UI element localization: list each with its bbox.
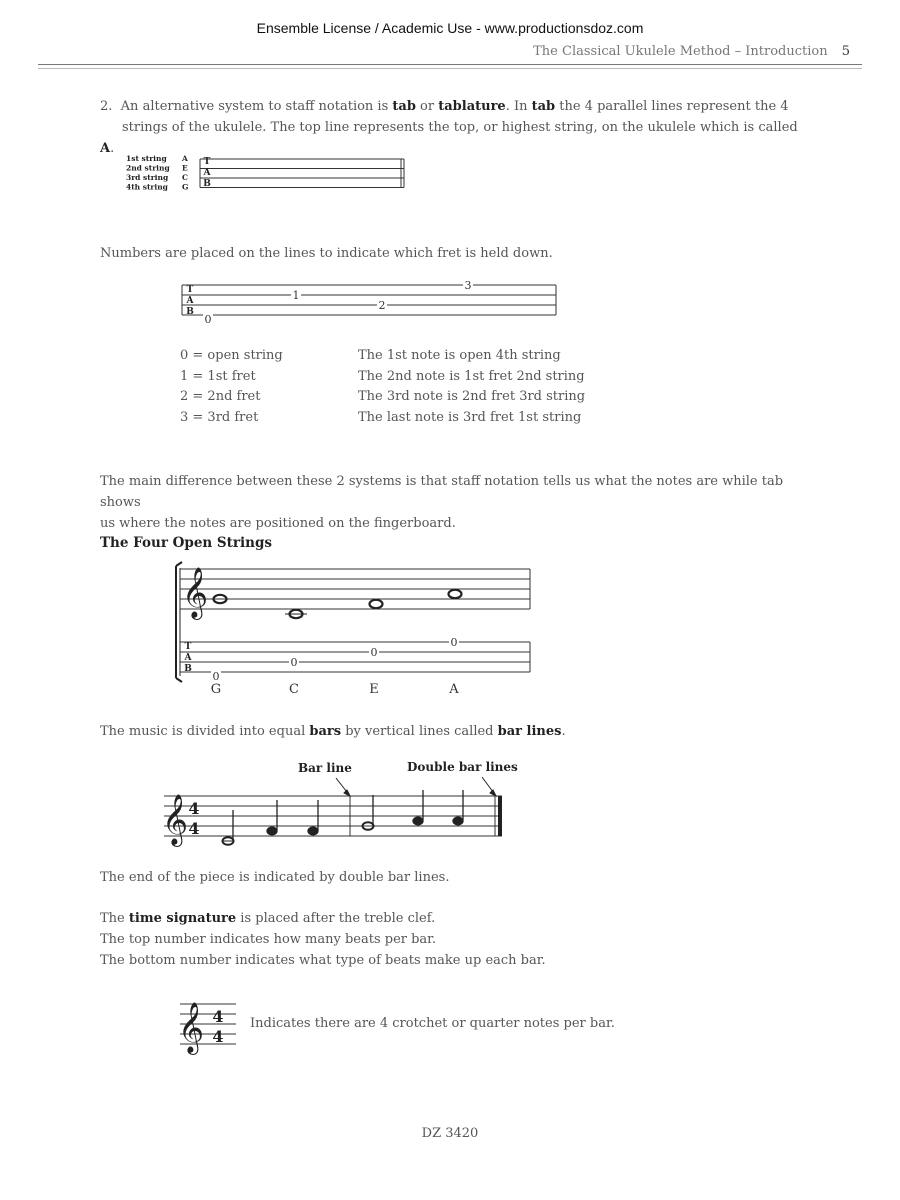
- header-rule-thin: [38, 68, 862, 69]
- string-name: E: [369, 682, 379, 697]
- string-note: A: [182, 154, 188, 163]
- legend-item: 3 = 3rd fret: [180, 409, 259, 425]
- tab-clef: [203, 157, 212, 189]
- text: The top number indicates how many beats per bar.: [100, 932, 437, 947]
- running-header: [533, 44, 850, 59]
- text: The: [100, 911, 129, 926]
- legend-item: The 1st note is open 4th string: [358, 348, 561, 363]
- time-signature-staff: [174, 996, 244, 1056]
- legend-item: 2 = 2nd fret: [180, 389, 261, 404]
- string-note: E: [182, 163, 188, 173]
- tab-fret-number: 0: [370, 646, 378, 659]
- tab-fret-number: 0: [450, 636, 458, 649]
- treble-clef-icon: 𝄞: [178, 1002, 205, 1053]
- text: by vertical lines called: [341, 724, 498, 739]
- string-label: 2nd string: [126, 163, 170, 173]
- text: The bottom number indicates what type of beats make up each bar.: [100, 953, 546, 968]
- tab-fret-number: 1: [292, 289, 300, 302]
- string-note: C: [182, 173, 188, 182]
- svg-text:B: B: [184, 664, 192, 674]
- difference-paragraph: [100, 471, 820, 534]
- section-heading: The Four Open Strings: [100, 535, 273, 551]
- text: The music is divided into equal: [100, 724, 310, 739]
- text: .: [561, 724, 566, 739]
- string-label: 3rd string: [126, 173, 169, 182]
- string-note: G: [182, 182, 189, 192]
- time-signature-caption: Indicates there are 4 crotchet or quarter notes per bar.: [250, 1016, 615, 1031]
- text: or: [415, 99, 439, 114]
- text: The main difference between these 2 systems is that staff notation tells us what the notes are while tab shows: [100, 474, 784, 510]
- header-rule: [38, 64, 862, 65]
- legend-item: The last note is 3rd fret 1st string: [358, 409, 582, 425]
- tab-strings-diagram: [120, 150, 420, 200]
- string-label: 1st string: [126, 154, 167, 163]
- legend-item: 0 = open string: [180, 348, 283, 363]
- term-bar-lines: bar lines: [497, 724, 562, 739]
- legend-item: 1 = 1st fret: [180, 368, 256, 384]
- time-signature-paragraph: [100, 908, 546, 971]
- time-sig-top: 4: [212, 1007, 224, 1026]
- string-name: A: [449, 682, 459, 697]
- svg-text:A: A: [203, 168, 211, 178]
- time-sig-top: 4: [188, 799, 200, 818]
- treble-clef-icon: 𝄞: [162, 794, 189, 845]
- svg-text:T: T: [186, 285, 194, 295]
- text: .: [110, 141, 115, 156]
- running-title: The Classical Ukulele Method – Introduction: [533, 44, 828, 59]
- end-text: The end of the piece is indicated by double bar lines.: [100, 870, 450, 885]
- bar-line-label: Bar line: [298, 761, 352, 775]
- tab-fret-number: 0: [204, 313, 212, 326]
- text: the 4 parallel lines represent the 4: [555, 99, 789, 114]
- bars-paragraph: [100, 721, 566, 742]
- license-banner: Ensemble License / Academic Use - www.productionsdoz.com: [256, 20, 644, 36]
- note-legend: [358, 346, 585, 428]
- string-label: 4th string: [126, 182, 168, 192]
- text: is placed after the treble clef.: [236, 911, 436, 926]
- time-sig-bottom: 4: [188, 819, 200, 838]
- time-sig-bottom: 4: [212, 1027, 224, 1046]
- tab-fret-number: 0: [212, 670, 220, 683]
- term-tablature: tablature: [438, 99, 506, 114]
- tab-fret-number: 0: [290, 656, 298, 669]
- string-name: G: [210, 682, 222, 697]
- footer-code: DZ 3420: [421, 1126, 479, 1141]
- tab-fret-number: 3: [464, 279, 472, 292]
- double-bar-label: Double bar lines: [407, 760, 518, 774]
- page-number: 5: [841, 44, 850, 59]
- term-tab: tab: [531, 99, 556, 114]
- legend-item: The 3rd note is 2nd fret 3rd string: [358, 389, 586, 404]
- term-bars: bars: [309, 724, 342, 739]
- bar-notes: [222, 790, 463, 845]
- term-time-signature: time signature: [128, 911, 237, 926]
- text: us where the notes are positioned on the fingerboard.: [100, 516, 456, 531]
- svg-text:B: B: [186, 307, 194, 317]
- open-strings-score: [168, 560, 538, 700]
- text: . In: [505, 99, 532, 114]
- svg-text:T: T: [203, 157, 211, 167]
- text: strings of the ukulele. The top line represents the top, or highest string, on the ukulele which is called: [122, 120, 798, 135]
- svg-text:B: B: [203, 179, 211, 189]
- pointer-arrows: [336, 777, 496, 796]
- term-a: A: [100, 141, 111, 156]
- string-name: C: [289, 682, 299, 697]
- fret-example-tab: [170, 275, 570, 330]
- fret-legend: [180, 346, 283, 428]
- tab-fret-number: 2: [378, 299, 386, 312]
- svg-text:T: T: [184, 642, 192, 652]
- term-tab: tab: [392, 99, 416, 114]
- svg-text:A: A: [186, 296, 194, 306]
- bar-lines-example: [150, 752, 530, 848]
- tab-staff-lines: [200, 159, 404, 188]
- text: An alternative system to staff notation is: [120, 99, 393, 114]
- numbers-text: Numbers are placed on the lines to indicate which fret is held down.: [100, 246, 553, 261]
- item-number: 2.: [100, 99, 113, 114]
- svg-text:A: A: [184, 653, 192, 663]
- legend-item: The 2nd note is 1st fret 2nd string: [358, 368, 585, 384]
- treble-clef-icon: 𝄞: [182, 567, 209, 618]
- whole-notes: [214, 590, 462, 618]
